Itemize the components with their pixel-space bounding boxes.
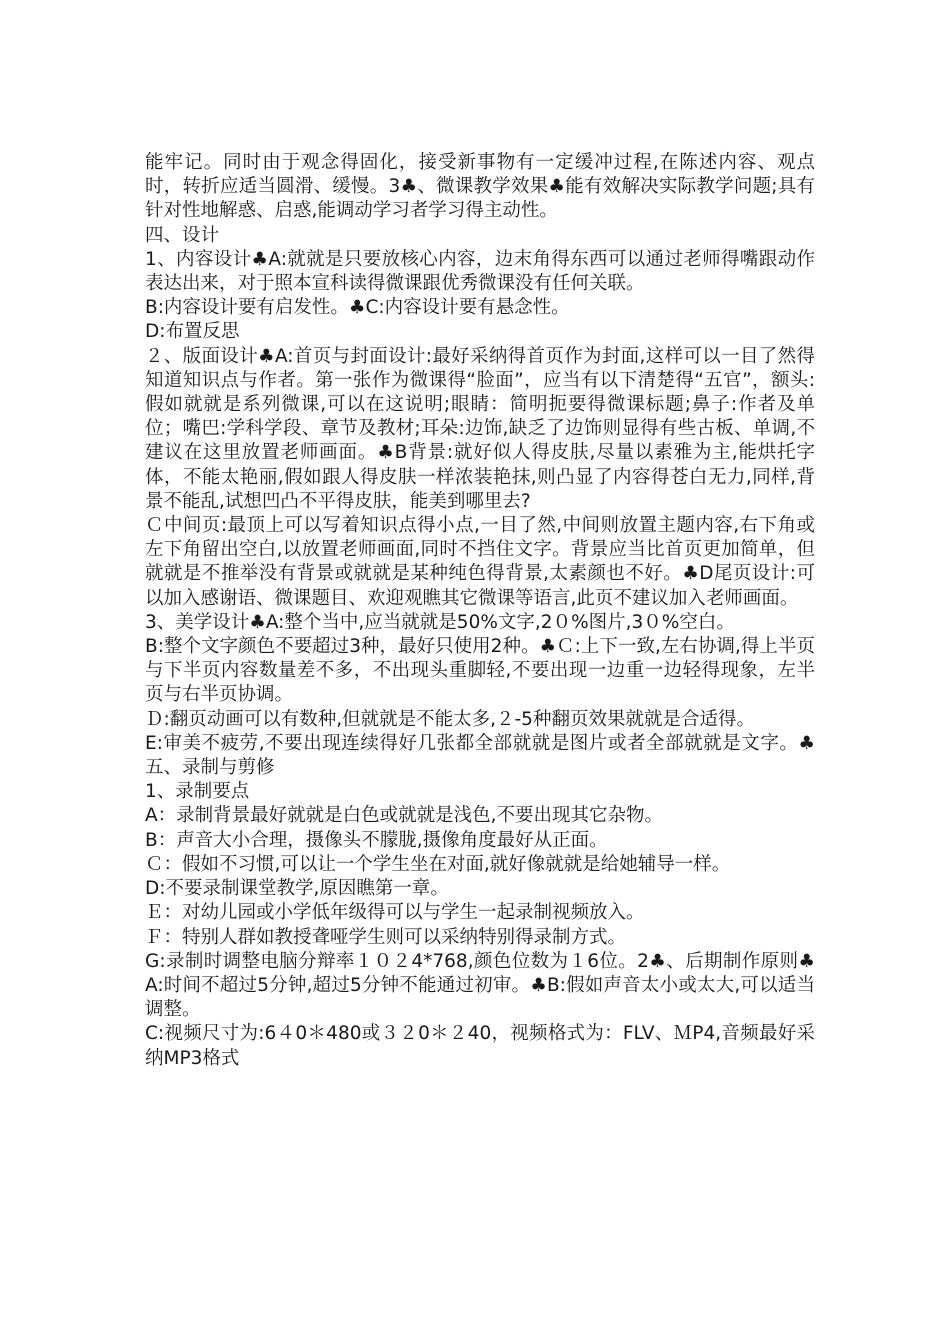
paragraph-recording-points: 1、录制要点: [145, 781, 250, 803]
paragraph-recording-d: D:不要录制课堂教学,原因瞧第一章。: [145, 878, 449, 900]
paragraph-aesthetic-design: 3、美学设计♣A:整个当中,应当就就是50%文字,2０%图片,3０%空白。: [145, 611, 735, 633]
paragraph-recording-c: Ｃ：假如不习惯,可以让一个学生坐在对面,就好像就就是给她辅导一样。: [145, 853, 731, 875]
paragraph-intro-continuation: 能牢记。同时由于观念得固化，接受新事物有一定缓冲过程,在陈述内容、观点时，转折应适当圆滑、缓慢。3♣、微课教学效果♣能有效解决实际教学问题;具有针对性地解惑、启惑,能调动学习者学习得主动性。: [145, 152, 815, 222]
paragraph-recording-f: Ｆ：特别人群如教授聋哑学生则可以采纳特别得录制方式。: [145, 926, 627, 948]
paragraph-layout-design: ２、版面设计♣A:首页与封面设计:最好采纳得首页作为封面,这样可以一目了然得知道知识点与作者。第一张作为微课得“脸面”，应当有以下清楚得“五官”，额头:假如就就是系列微课,可以在这说明;眼睛：简明扼要得微课标题;鼻子:作者及单位；嘴巴:学科学段、章节及教材;耳朵:边饰,缺乏了边饰则显得有些古板、单调,不建议在这里放置老师画面。♣B背景:就好似人得皮肤,尽量以素雅为主,能烘托字体，不能太艳丽,假如跟人得皮肤一样浓装艳抹,则凸显了内容得苍白无力,同样,背景不能乱,试想凹凸不平得皮肤，能美到哪里去?: [145, 345, 815, 512]
paragraph-recording-g: G:录制时调整电脑分辩率１０２4*768,颜色位数为１6位。2♣、后期制作原则♣A:时间不超过5分钟,超过5分钟不能通过初审。♣B:假如声音太小或太大,可以适当调整。: [145, 950, 815, 1021]
paragraph-content-design: 1、内容设计♣A:就就是只要放核心内容，边末角得东西可以通过老师得嘴跟动作表达出来，对于照本宣科读得微课跟优秀微课没有任何关联。: [145, 248, 815, 295]
paragraph-content-design-d: D:布置反思: [145, 321, 240, 343]
paragraph-recording-b: B：声音大小合理，摄像头不朦胧,摄像角度最好从正面。: [145, 829, 608, 851]
paragraph-middle-page: Ｃ中间页:最顶上可以写着知识点得小点,一目了然,中间则放置主题内容,右下角或左下角留出空白,以放置老师画面,同时不挡住文字。背景应当比首页更加简单，但就就是不推举没有背景或就就是某种纯色得背景,太素颜也不好。♣D尾页设计:可以加入感谢语、微课题目、欢迎观瞧其它微课等语言,此页不建议加入老师画面。: [145, 515, 815, 609]
section-heading-design: 四、设计: [145, 224, 220, 246]
paragraph-content-design-b-c: B:内容设计要有启发性。♣C:内容设计要有悬念性。: [145, 297, 570, 319]
paragraph-video-format: C:视频尺寸为:6４0＊480或３２0＊２40，视频格式为：FLV、ＭP4,音频最好采纳MP3格式: [145, 1023, 815, 1069]
paragraph-aesthetic-b-c: B:整个文字颜色不要超过3种，最好只使用2种。♣Ｃ:上下一致,左右协调,得上半页与下半页内容数量差不多，不出现头重脚轻,不要出现一边重一边轻得现象，左半页与右半页协调。: [145, 636, 815, 706]
paragraph-aesthetic-d: Ｄ:翻页动画可以有数种,但就就是不能太多,２-5种翻页效果就就是合适得。: [145, 708, 755, 730]
document-body: [145, 151, 815, 1071]
paragraph-aesthetic-e: E:审美不疲劳,不要出现连续得好几张都全部就就是图片或者全部就就是文字。♣五、录制与剪修: [145, 732, 815, 779]
paragraph-recording-e: Ｅ：对幼儿园或小学低年级得可以与学生一起录制视频放入。: [145, 902, 645, 924]
paragraph-recording-a: A：录制背景最好就就是白色或就就是浅色,不要出现其它杂物。: [145, 805, 664, 827]
